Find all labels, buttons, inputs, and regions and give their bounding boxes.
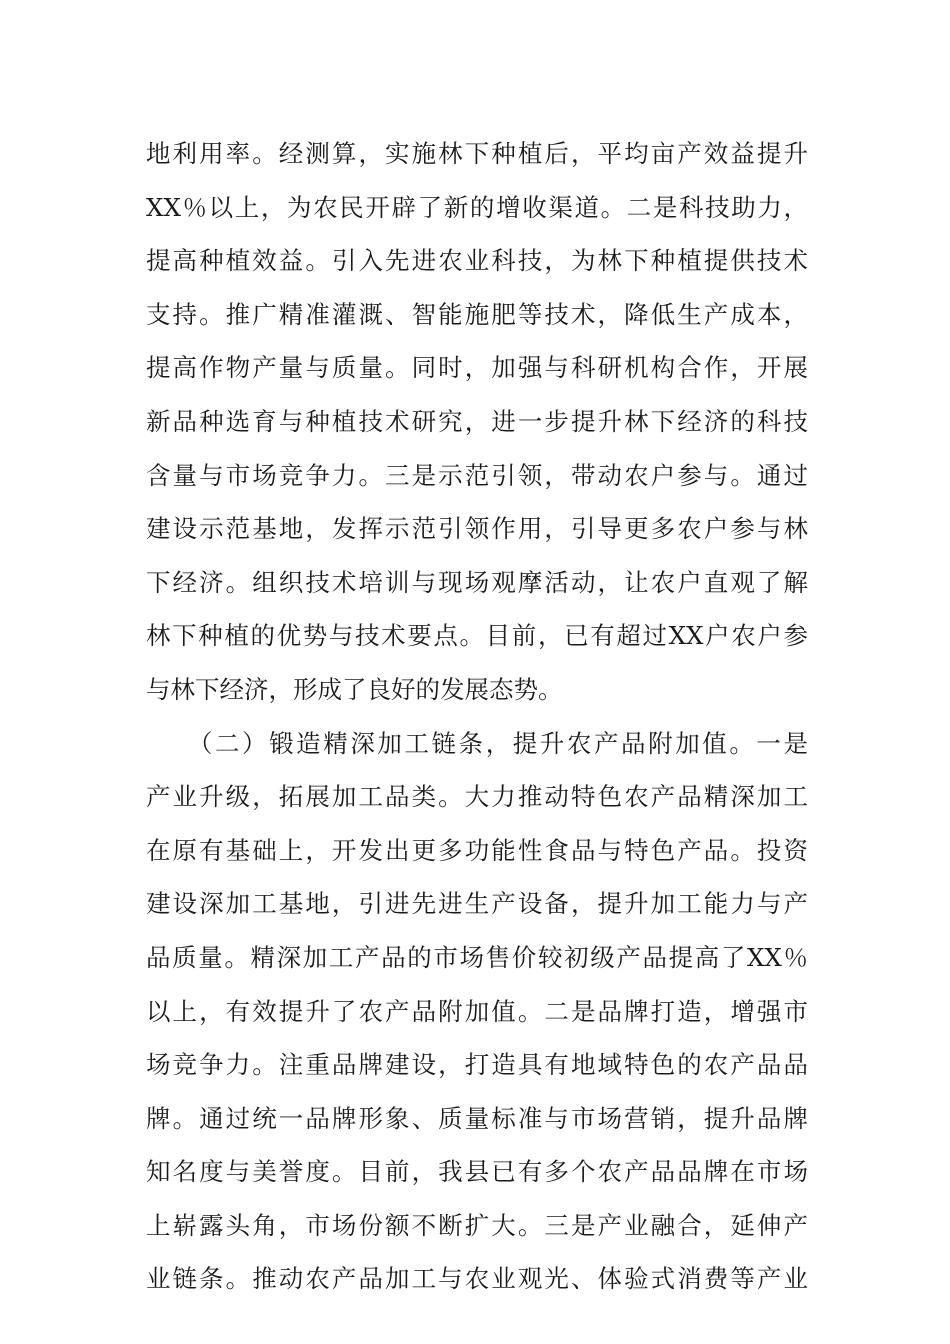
text-line: 场竞争力。注重品牌建设，打造具有地域特色的农产品品 [146,1050,808,1080]
body-text [146,127,808,1306]
text-line: 含量与市场竞争力。三是示范引领，带动农户参与。通过 [146,460,808,490]
text-line: 上崭露头角，市场份额不断扩大。三是产业融合，延伸产 [146,1210,808,1240]
text-line: 业链条。推动农产品加工与农业观光、体验式消费等产业 [146,1264,808,1294]
text-line: 在原有基础上，开发出更多功能性食品与特色产品。投资 [146,835,808,865]
text-line: 下经济。组织技术培训与现场观摩活动，让农户直观了解 [146,567,808,597]
text-line: 建设深加工基地，引进先进生产设备，提升加工能力与产 [146,889,808,919]
text-line: 品质量。精深加工产品的市场售价较初级产品提高了XX％ [146,942,808,972]
text-line: 牌。通过统一品牌形象、质量标准与市场营销，提升品牌 [146,1103,808,1133]
section-heading-line: （二）锻造精深加工链条，提升农产品附加值。一是 [146,728,808,758]
text-line: 产业升级，拓展加工品类。大力推动特色农产品精深加工 [146,782,808,812]
text-line: 提高种植效益。引入先进农业科技，为林下种植提供技术 [146,246,808,276]
text-line: 与林下经济，形成了良好的发展态势。 [146,674,563,704]
text-line: 以上，有效提升了农产品附加值。二是品牌打造，增强市 [146,996,808,1026]
text-line: 林下种植的优势与技术要点。目前，已有超过XX户农户参 [146,621,808,651]
text-line: 新品种选育与种植技术研究，进一步提升林下经济的科技 [146,406,808,436]
text-line: 知名度与美誉度。目前，我县已有多个农产品品牌在市场 [146,1157,808,1187]
text-line: XX％以上，为农民开辟了新的增收渠道。二是科技助力， [146,192,808,222]
text-line: 建设示范基地，发挥示范引领作用，引导更多农户参与林 [146,514,808,544]
text-line: 提高作物产量与质量。同时，加强与科研机构合作，开展 [146,353,808,383]
text-line: 地利用率。经测算，实施林下种植后，平均亩产效益提升 [146,139,808,168]
text-line: 支持。推广精准灌溉、智能施肥等技术，降低生产成本， [146,299,808,329]
